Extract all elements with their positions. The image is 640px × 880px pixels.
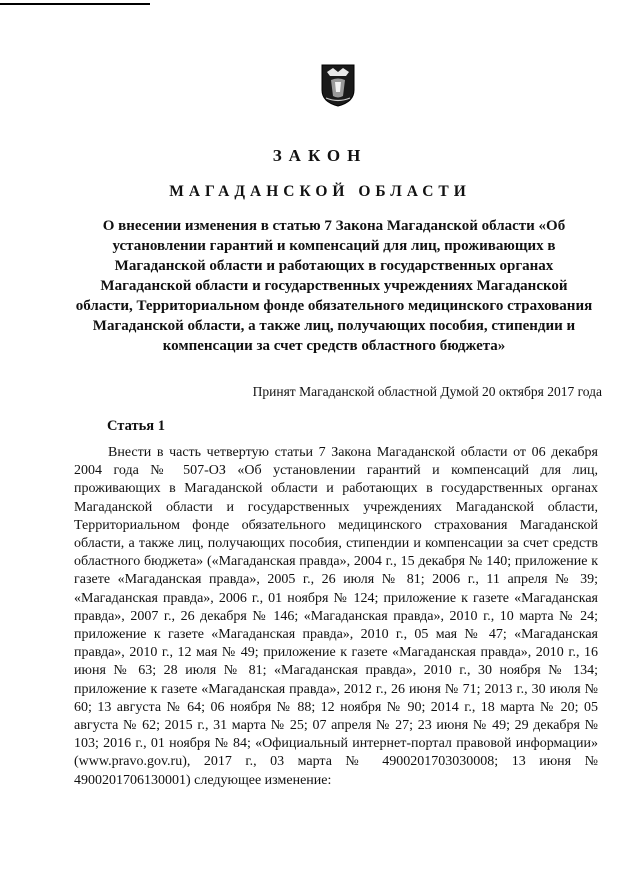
region-title: МАГАДАНСКОЙ ОБЛАСТИ: [169, 183, 471, 200]
scan-edge-line: [0, 3, 150, 5]
coat-of-arms-icon: [319, 62, 357, 108]
law-title: ЗАКОН: [272, 146, 368, 165]
adoption-line: Принят Магаданской областной Думой 20 октября 2017 года: [252, 384, 602, 399]
law-subject: О внесении изменения в статью 7 Закона Магаданской области «Об установлении гарантий и компенсаций для лиц, проживающих в Магаданской области и работающих в государственных органах Магаданской области и государственных учреждениях Магаданской области, Территориальном фонде обязательного медицинского страхования Магаданской области, а также лиц, получающих пособия, стипендии и компенсации за счет средств областного бюджета»: [75, 218, 593, 354]
article-heading: Статья 1: [107, 418, 165, 434]
article-text: Внести в часть четвертую статьи 7 Закона Магаданской области от 06 декабря 2004 года № 507-ОЗ «Об установлении гарантий и компенсаций для лиц, проживающих в Магаданской области и работающих в государственных органах Магаданской области и государственных учреждениях Магаданской области, Территориальном фонде обязательного медицинского страхования Магаданской области, а также лиц, получающих пособия, стипендии и компенсации за счет средств областного бюджета» («Магаданская правда», 2004 г., 15 декабря № 140; приложение к газете «Магаданская правда», 2005 г., 26 июля № 81; 2006 г., 11 апреля № 39; «Магаданская правда», 2006 г., 01 ноября № 124; приложение к газете «Магаданская правда», 2007 г., 26 декабря № 146; «Магаданская правда», 2010 г., 10 марта № 24; приложение к газете «Магаданская правда», 2010 г., 05 мая № 47; «Магаданская правда», 2010 г., 12 мая № 49; приложение к газете «Магаданская правда», 2010 г., 16 июня № 63; 28 июля № 81; «Магаданская правда», 2010 г., 30 ноября № 134; приложение к газете «Магаданская правда», 2012 г., 26 июня № 71; 2013 г., 30 июля № 60; 13 августа № 64; 06 ноября № 88; 12 ноября № 90; 2014 г., 18 марта № 20; 05 августа № 62; 2015 г., 31 марта № 25; 07 апреля № 27; 23 июня № 49; 29 декабря № 103; 2016 г., 01 ноября № 84; «Официальный интернет-портал правовой информации» (www.pravo.gov.ru), 2017 г., 03 марта № 4900201703030008; 13 июня № 4900201706130001) следующее изменение:: [74, 445, 598, 788]
